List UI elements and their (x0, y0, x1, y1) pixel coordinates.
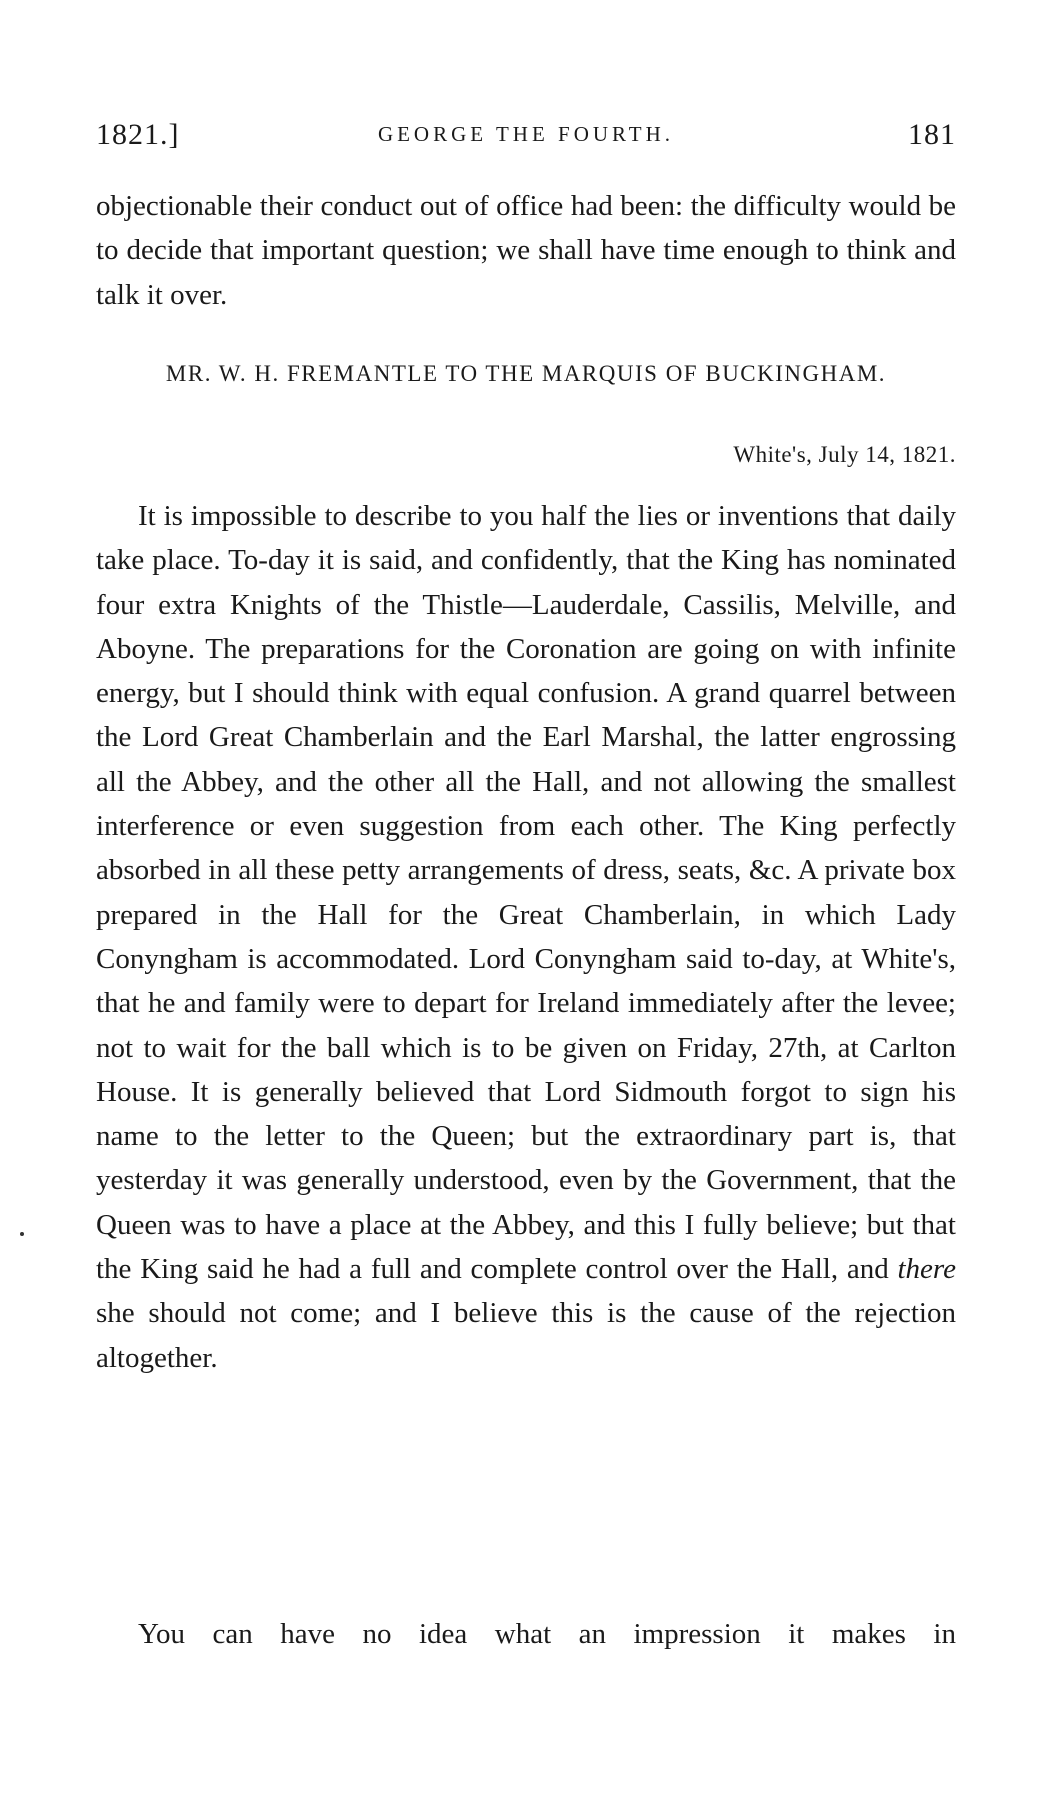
letter-heading: MR. W. H. FREMANTLE TO THE MARQUIS OF BUCKINGHAM. (165, 361, 887, 386)
letter-text-part-1: It is impossible to describe to you half the lies or inventions that daily take place. To-day it is said, and confidently, that the King has nominated four extra Knights of the Thistle—Lauderdale, Cassilis, Melville, and Aboyne. The preparations for the Coronation are going on with infinite energy, but I should think with equal confusion. A grand quarrel between the Lord Great Chamberlain and the Earl Marshal, the latter engrossing all the Abbey, and the other all the Hall, and not allowing the smallest interference or even suggestion from each other. The King perfectly absorbed in all these petty arrangements of dress, seats, &c. A private box prepared in the Hall for the Great Chamberlain, in which Lady Conyngham is accommodated. Lord Conyngham said to-day, at White's, that he and family were to depart for Ireland immediately after the levee; not to wait for the ball which is to be given on Friday, 27th, at Carlton House. It is generally believed that Lord Sidmouth forgot to sign his name to the letter to the Queen; but the extraordinary part is, that yesterday it was generally understood, even by the Government, that the Queen was to have a place at the Abbey, and this I fully believe; but that the King said he had a full and complete control over the Hall, and (96, 500, 956, 1286)
letter-text-part-2: she should not come; and I believe this is the cause of the rejection altogether. (96, 1297, 956, 1374)
margin-speck (20, 1232, 24, 1236)
letter-paragraph (96, 494, 956, 1380)
paragraph-continued: objectionable their conduct out of office had been: the difficulty would be to decide that important question; we shall have time enough to think and talk it over. (96, 190, 956, 311)
header-year: 1821.] (96, 118, 180, 151)
letter-dateline: White's, July 14, 1821. (733, 442, 956, 467)
running-title: GEORGE THE FOURTH. (377, 122, 675, 146)
running-header (96, 118, 956, 158)
emphasized-word: there (897, 1253, 956, 1286)
page-number: 181 (908, 118, 956, 151)
paragraph-next: You can have no idea what an impression it makes in (138, 1618, 956, 1650)
